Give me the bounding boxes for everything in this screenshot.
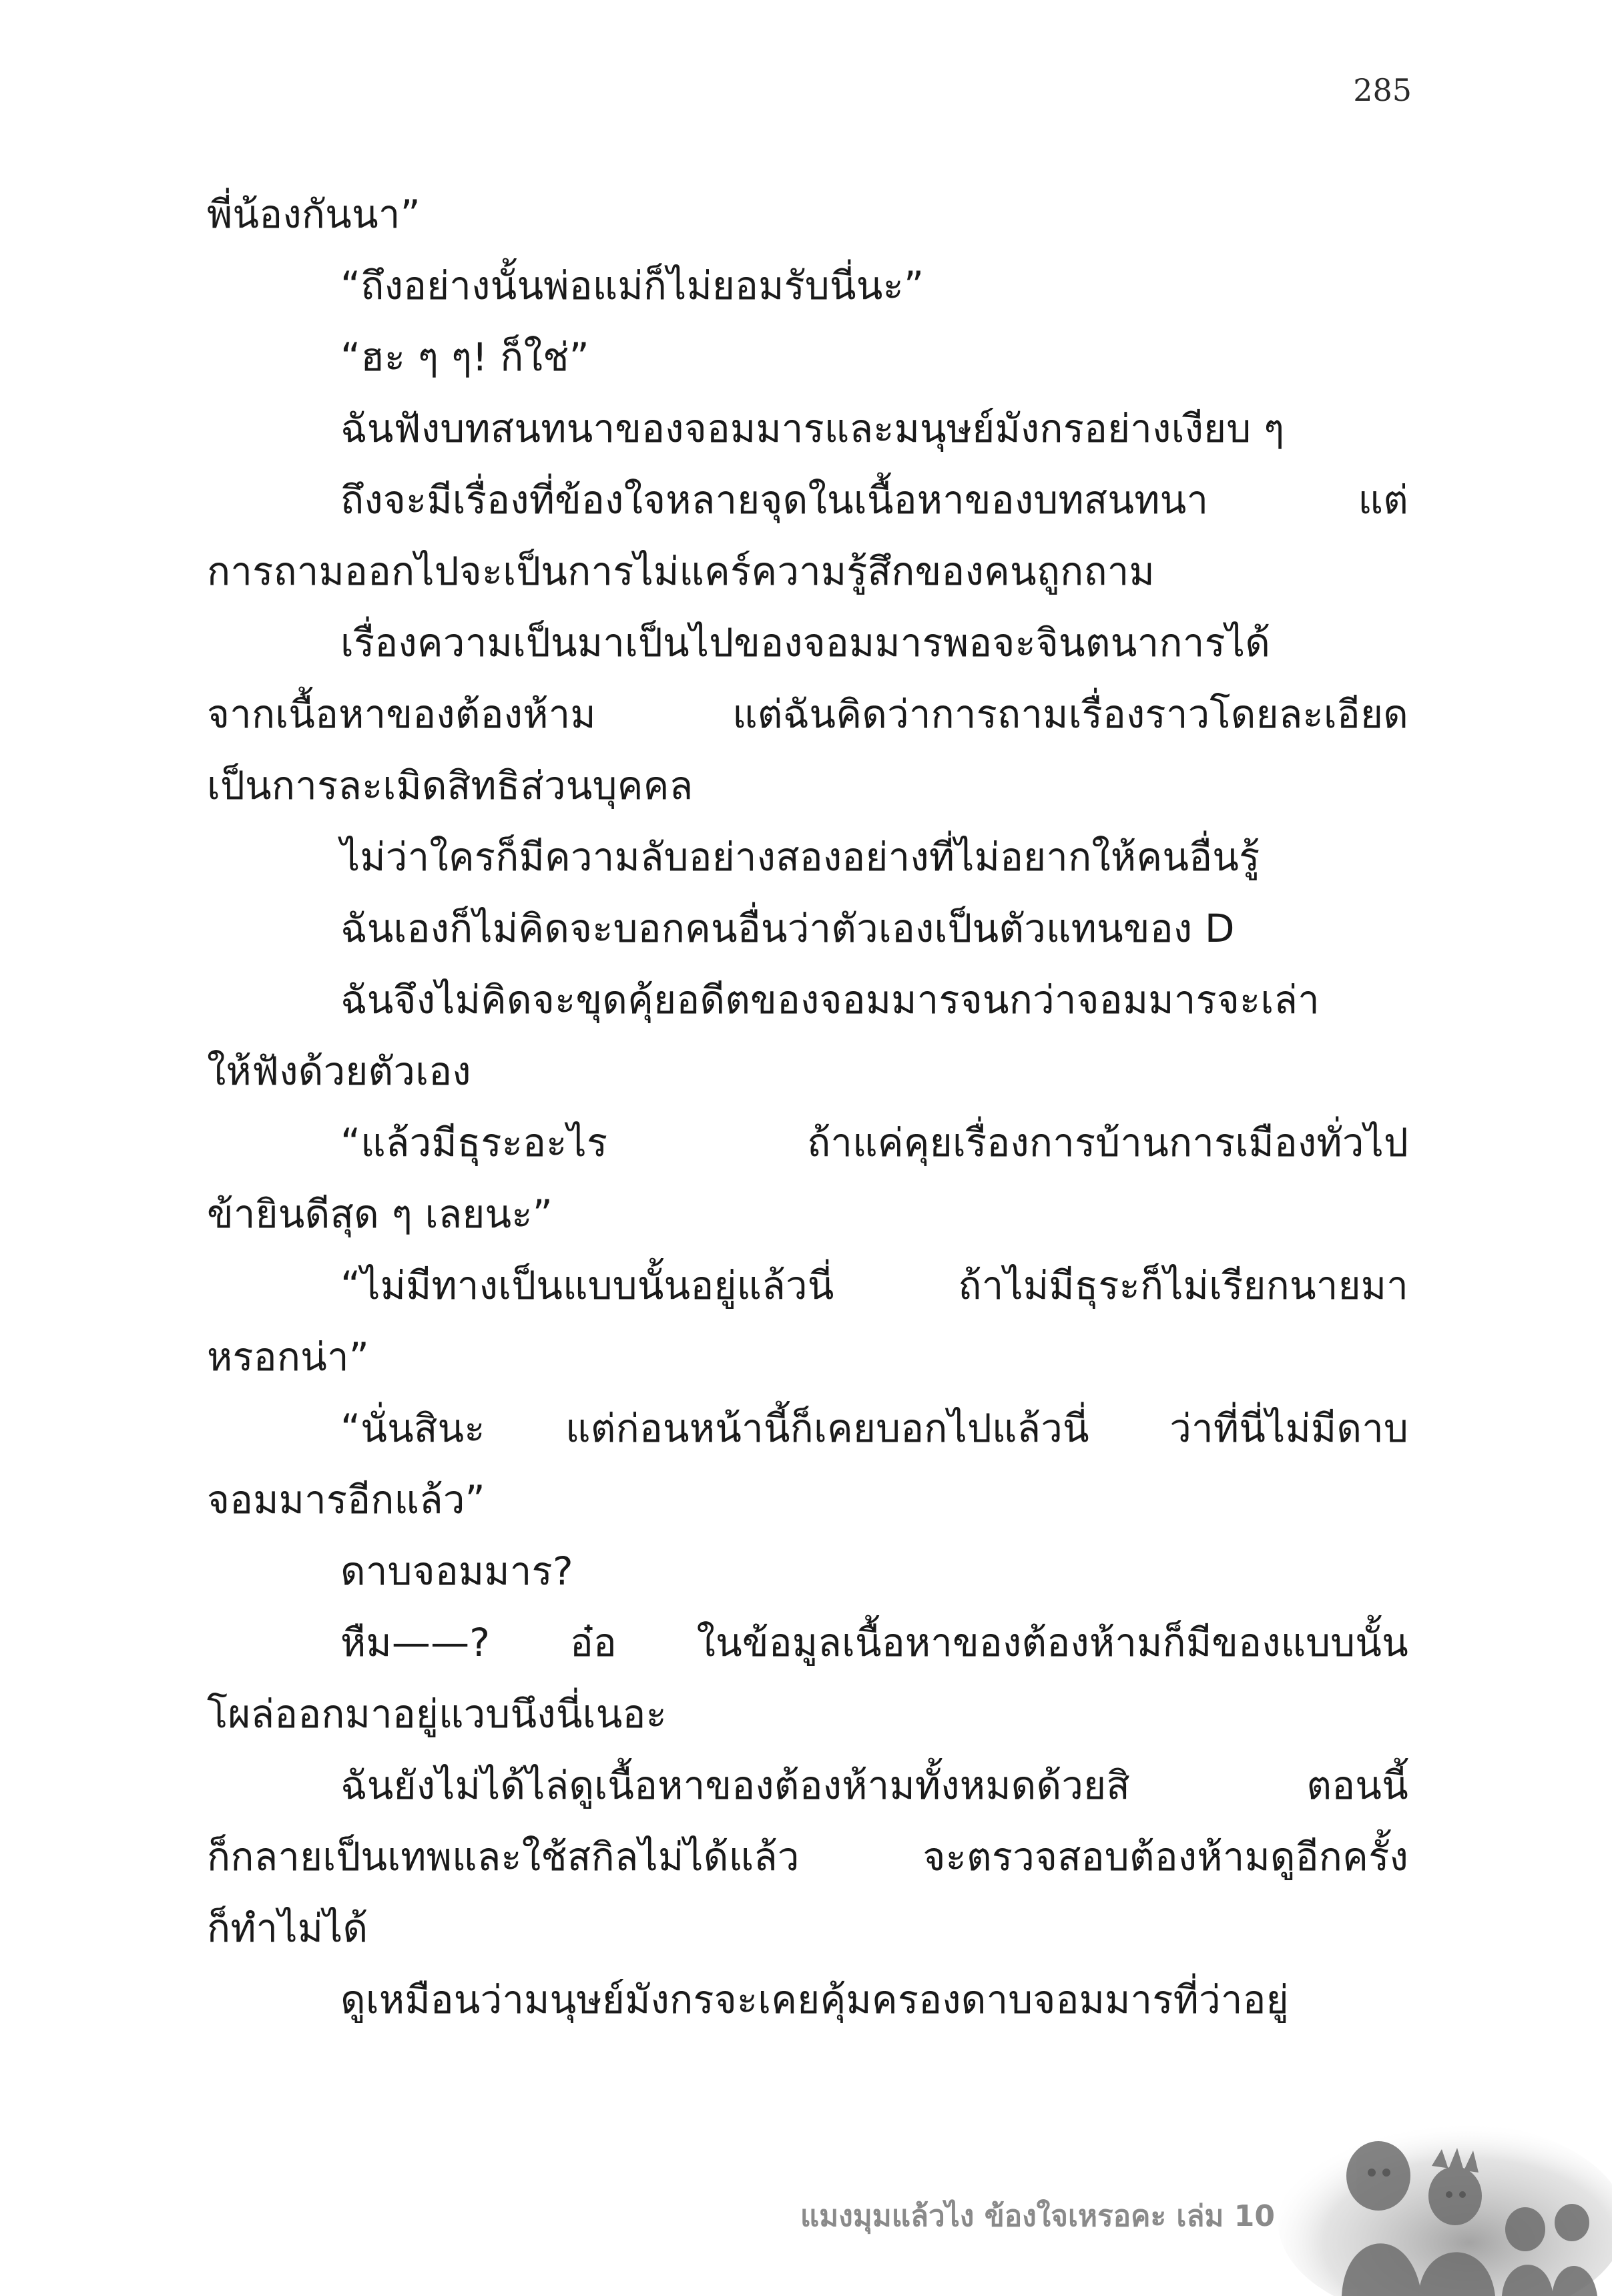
text-line: หรอกน่า” xyxy=(207,1334,370,1380)
text-line: หืม——? อ๋อ ในข้อมูลเนื้อหาของต้องห้ามก็มีของแบบนั้น xyxy=(340,1620,1408,1665)
text-line: ดาบจอมมาร? xyxy=(340,1548,573,1594)
text-line: จอมมารอีกแล้ว” xyxy=(207,1477,485,1522)
text-line: ไม่ว่าใครก็มีความลับอย่างสองอย่างที่ไม่อยากให้คนอื่นรู้ xyxy=(340,834,1260,880)
page-number: 285 xyxy=(1353,72,1412,108)
text-line: ฉันยังไม่ได้ไล่ดูเนื้อหาของต้องห้ามทั้งหมดด้วยสิ ตอนนี้ xyxy=(340,1763,1408,1808)
text-line: ก็ทำไม่ได้ xyxy=(207,1906,368,1951)
text-line: ถึงจะมีเรื่องที่ข้องใจหลายจุดในเนื้อหาของบทสนทนา แต่ xyxy=(340,477,1408,523)
text-line: พี่น้องกันนา” xyxy=(207,192,421,237)
text-line: “นั่นสินะ แต่ก่อนหน้านี้ก็เคยบอกไปแล้วนี่ ว่าที่นี่ไม่มีดาบ xyxy=(340,1406,1408,1451)
text-line: เรื่องความเป็นมาเป็นไปของจอมมารพอจะจินตนาการได้ xyxy=(340,620,1271,665)
text-line: ก็กลายเป็นเทพและใช้สกิลไม่ได้แล้ว จะตรวจสอบต้องห้ามดูอีกครั้ง xyxy=(207,1834,1408,1880)
body-text xyxy=(207,179,1408,2036)
page-footer xyxy=(664,2096,1612,2296)
text-line: “ฮะ ๆ ๆ! ก็ใช่” xyxy=(340,334,589,380)
text-line: “ไม่มีทางเป็นแบบนั้นอยู่แล้วนี่ ถ้าไม่มีธุระก็ไม่เรียกนายมา xyxy=(340,1263,1408,1308)
text-line: เป็นการละเมิดสิทธิส่วนบุคคล xyxy=(207,763,694,808)
text-line: ฉันเองก็ไม่คิดจะบอกคนอื่นว่าตัวเองเป็นตัวแทนของ D xyxy=(340,906,1235,951)
text-line: ให้ฟังด้วยตัวเอง xyxy=(207,1049,471,1094)
text-line: ดูเหมือนว่ามนุษย์มังกรจะเคยคุ้มครองดาบจอมมารที่ว่าอยู่ xyxy=(340,1977,1289,2022)
book-title-footer: แมงมุมแล้วไง ข้องใจเหรอคะ เล่ม 10 xyxy=(800,2199,1275,2233)
text-line: การถามออกไปจะเป็นการไม่แคร์ความรู้สึกของคนถูกถาม xyxy=(207,549,1155,594)
text-line: ฉันฟังบทสนทนาของจอมมารและมนุษย์มังกรอย่างเงียบ ๆ xyxy=(340,406,1285,451)
text-line: “ถึงอย่างนั้นพ่อแม่ก็ไม่ยอมรับนี่นะ” xyxy=(340,263,924,308)
text-line: โผล่ออกมาอยู่แวบนึงนี่เนอะ xyxy=(207,1691,667,1737)
character-illustration xyxy=(1278,2096,1612,2296)
text-line: จากเนื้อหาของต้องห้าม แต่ฉันคิดว่าการถามเรื่องราวโดยละเอียด xyxy=(207,691,1408,737)
text-line: “แล้วมีธุระอะไร ถ้าแค่คุยเรื่องการบ้านการเมืองทั่วไป xyxy=(340,1120,1408,1165)
text-line: ฉันจึงไม่คิดจะขุดคุ้ยอดีตของจอมมารจนกว่าจอมมารจะเล่า xyxy=(340,977,1320,1023)
text-line: ข้ายินดีสุด ๆ เลยนะ” xyxy=(207,1191,553,1237)
